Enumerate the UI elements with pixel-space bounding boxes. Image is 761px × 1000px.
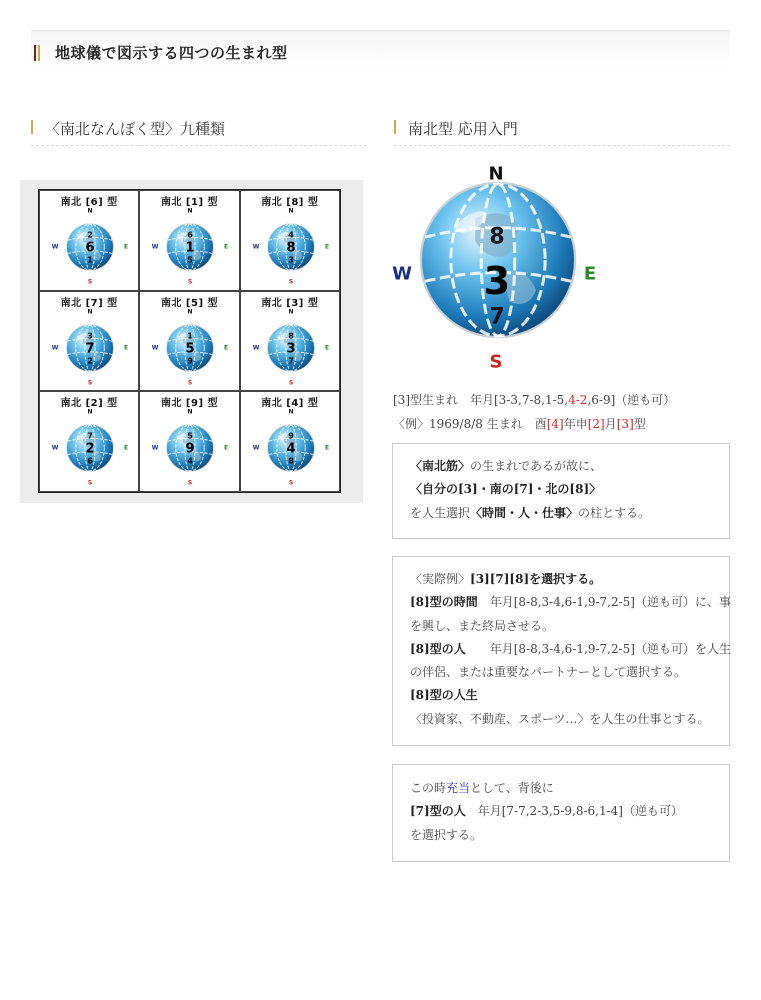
type-cell bbox=[240, 291, 340, 392]
type-cell-label: 南北 [2] 型 bbox=[60, 398, 118, 410]
south-number: 3 bbox=[287, 255, 294, 265]
south-number: 9 bbox=[187, 356, 194, 366]
compass-s-label: S bbox=[87, 379, 93, 387]
north-number: 8 bbox=[287, 331, 294, 341]
compass-w-label: W bbox=[51, 444, 59, 452]
compass-s-label: S bbox=[188, 379, 193, 387]
type-cell-label: 南北 [1] 型 bbox=[160, 197, 219, 208]
compass-w-label: W bbox=[252, 243, 259, 251]
north-number: 4 bbox=[287, 230, 294, 240]
section-title-nine-types bbox=[31, 118, 367, 146]
page-header bbox=[31, 30, 730, 68]
compass-n-label: N bbox=[187, 207, 193, 215]
north-number: 5 bbox=[187, 431, 194, 441]
compass-w-label: W bbox=[152, 444, 159, 452]
south-number: 5 bbox=[187, 255, 194, 265]
small-globe bbox=[40, 292, 139, 392]
section-marker bbox=[394, 120, 396, 134]
compass-w-label: W bbox=[252, 344, 259, 352]
compass-s-label: S bbox=[188, 479, 193, 487]
south-number: 7 bbox=[489, 304, 505, 330]
small-globe bbox=[40, 392, 139, 492]
compass-s-label: S bbox=[87, 278, 93, 286]
type-cell bbox=[39, 190, 139, 291]
type-description bbox=[393, 388, 733, 436]
header-bars-icon bbox=[34, 45, 40, 61]
south-number: 2 bbox=[87, 356, 93, 366]
info-box-example: 〈実際例〉[3][7][8]を選択する。 [8]型の時間 年月[8-8,3-4,6-1,9-7,2-5]（逆も可）に、事 を興し、また終局させる。 [8]型の人 年月[8-8,3-4,6-1,9-7,2-5]（逆も可）を人生 の伴侶、または重要なパートナーとして選択する。 [8]型の人生 〈投資家、不動産、スポーツ…〉を人生の仕事とする。 bbox=[392, 556, 730, 746]
north-number: 3 bbox=[87, 331, 93, 341]
center-number: 6 bbox=[85, 240, 95, 256]
nine-types-grid bbox=[38, 189, 341, 493]
compass-s-label: S bbox=[489, 351, 503, 373]
compass-e-label: E bbox=[324, 243, 329, 251]
south-number: 1 bbox=[87, 255, 93, 265]
type-cell bbox=[139, 190, 239, 291]
compass-e-label: E bbox=[123, 344, 129, 352]
type-cell bbox=[139, 291, 239, 392]
small-globe bbox=[140, 191, 239, 291]
center-number: 7 bbox=[85, 341, 95, 357]
type-cell bbox=[240, 190, 340, 291]
compass-e-label: E bbox=[224, 344, 229, 352]
compass-n-label: N bbox=[187, 308, 193, 316]
type-cell-label: 南北 [5] 型 bbox=[160, 297, 219, 309]
compass-s-label: S bbox=[288, 379, 293, 387]
compass-w-label: W bbox=[152, 243, 159, 251]
compass-e-label: E bbox=[123, 243, 129, 251]
type-cell bbox=[139, 391, 239, 492]
compass-w-label: W bbox=[252, 444, 259, 452]
page-title: 地球儀で図示する四つの生まれ型 bbox=[55, 44, 288, 62]
type-cell-label: 南北 [7] 型 bbox=[60, 297, 118, 309]
center-number: 3 bbox=[286, 341, 296, 357]
center-number: 9 bbox=[185, 441, 195, 457]
compass-e-label: E bbox=[123, 444, 129, 452]
type-cell-label: 南北 [8] 型 bbox=[261, 197, 319, 208]
north-number: 9 bbox=[287, 431, 294, 441]
type-cell bbox=[39, 391, 139, 492]
small-globe bbox=[140, 392, 239, 492]
small-globe bbox=[241, 292, 340, 392]
small-globe bbox=[140, 292, 239, 392]
center-number: 2 bbox=[85, 441, 95, 457]
small-globe bbox=[241, 191, 340, 291]
compass-e-label: E bbox=[583, 263, 597, 285]
north-number: 2 bbox=[87, 230, 93, 240]
info-box-backing: この時充当として、背後に [7]型の人 年月[7-7,2-3,5-9,8-6,1-4]（逆も可） を選択する。 bbox=[392, 764, 730, 862]
compass-n-label: N bbox=[288, 308, 294, 316]
compass-e-label: E bbox=[324, 444, 329, 452]
compass-s-label: S bbox=[87, 479, 93, 487]
type-cell-label: 南北 [4] 型 bbox=[261, 398, 319, 410]
type-cell-label: 南北 [6] 型 bbox=[60, 197, 118, 208]
compass-e-label: E bbox=[224, 243, 229, 251]
compass-s-label: S bbox=[188, 278, 193, 286]
north-number: 7 bbox=[87, 431, 93, 441]
compass-w-label: W bbox=[51, 243, 59, 251]
type-cell bbox=[39, 291, 139, 392]
center-number: 8 bbox=[286, 240, 296, 256]
compass-s-label: S bbox=[288, 278, 293, 286]
compass-n-label: N bbox=[187, 408, 193, 416]
center-number: 4 bbox=[286, 441, 296, 457]
center-number: 5 bbox=[185, 341, 195, 357]
north-number: 8 bbox=[489, 224, 505, 250]
compass-n-label: N bbox=[488, 163, 504, 185]
big-globe-figure bbox=[390, 160, 605, 375]
center-number: 3 bbox=[483, 259, 511, 303]
section-title-text: 南北型 応用入門 bbox=[408, 120, 518, 138]
small-globe bbox=[241, 392, 340, 492]
compass-n-label: N bbox=[87, 207, 93, 215]
compass-s-label: S bbox=[288, 479, 293, 487]
compass-n-label: N bbox=[288, 408, 294, 416]
compass-e-label: E bbox=[324, 344, 329, 352]
south-number: 7 bbox=[287, 356, 294, 366]
south-number: 4 bbox=[187, 456, 194, 466]
compass-e-label: E bbox=[224, 444, 229, 452]
center-number: 1 bbox=[185, 240, 195, 256]
birth-months-line: [3]型生まれ 年月[3-3,7-8,1-5,4-2,6-9]（逆も可） bbox=[393, 393, 676, 407]
south-number: 6 bbox=[87, 456, 93, 466]
section-marker bbox=[31, 120, 33, 134]
section-title-text: 〈南北なんぼく型〉九種類 bbox=[45, 120, 226, 138]
example-line: 〈例〉1969/8/8 生まれ 酉[4]年申[2]月[3]型 bbox=[393, 417, 646, 431]
type-cell bbox=[240, 391, 340, 492]
nine-types-figure bbox=[20, 180, 363, 503]
type-cell-label: 南北 [3] 型 bbox=[261, 297, 319, 309]
small-globe bbox=[40, 191, 139, 291]
compass-w-label: W bbox=[51, 344, 59, 352]
south-number: 8 bbox=[287, 456, 294, 466]
compass-n-label: N bbox=[87, 408, 93, 416]
compass-n-label: N bbox=[87, 308, 93, 316]
compass-w-label: W bbox=[152, 344, 159, 352]
type-cell-label: 南北 [9] 型 bbox=[160, 398, 219, 410]
section-title-applied-intro bbox=[394, 118, 730, 146]
north-number: 1 bbox=[187, 331, 194, 341]
north-number: 6 bbox=[187, 230, 194, 240]
compass-w-label: W bbox=[392, 263, 412, 285]
compass-n-label: N bbox=[288, 207, 294, 215]
info-box-nanboku: 〈南北筋〉の生まれであるが故に、 〈自分の[3]・南の[7]・北の[8]〉 を人生選択〈時間・人・仕事〉の柱とする。 bbox=[392, 443, 730, 539]
